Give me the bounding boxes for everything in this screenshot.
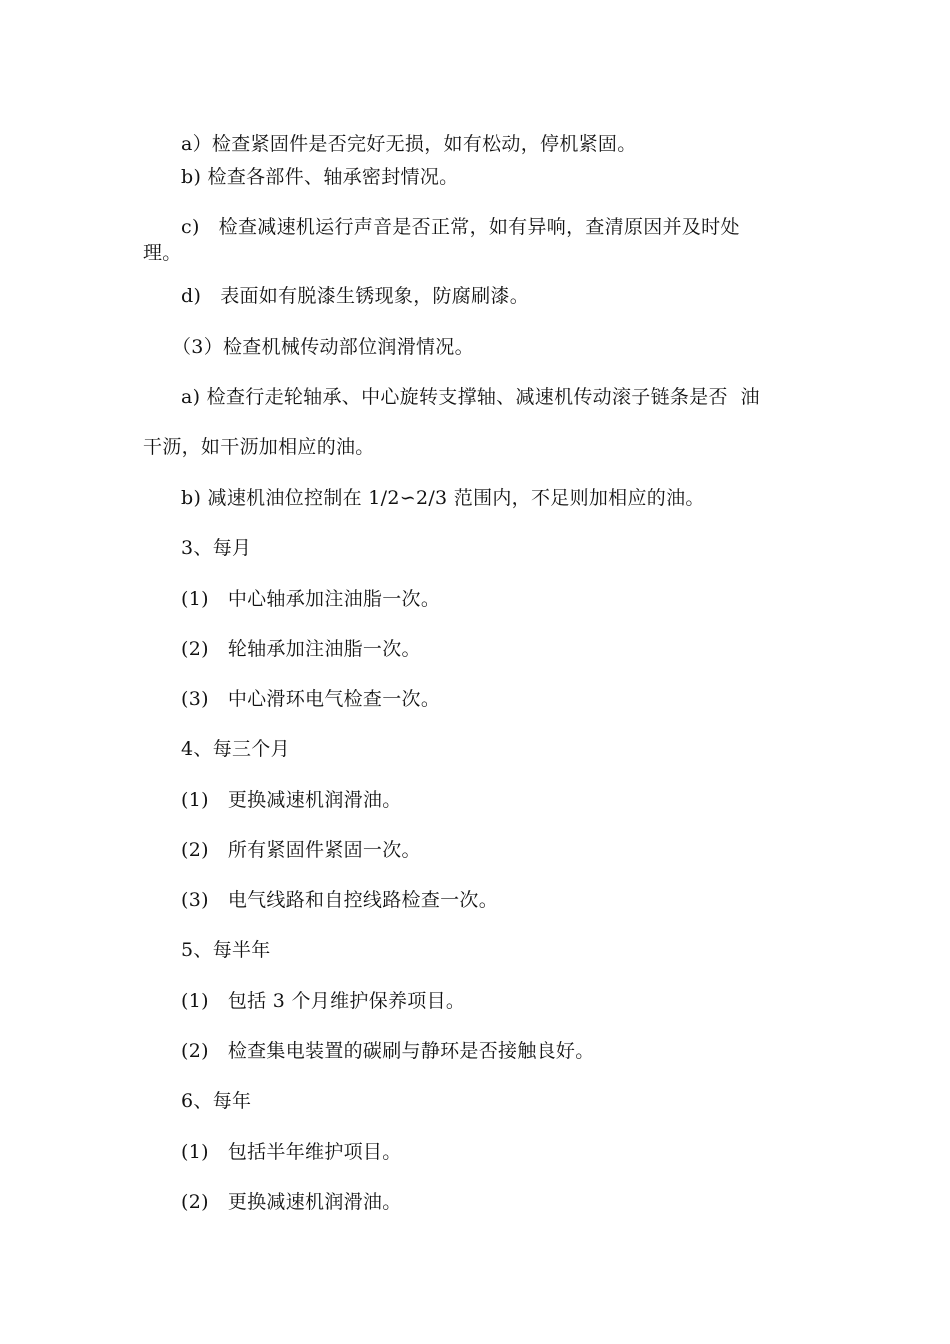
paragraph-line: （3）检查机械传动部位润滑情况。 (172, 336, 474, 358)
list-item: (2) 轮轴承加注油脂一次。 (181, 638, 421, 660)
list-item: (1) 包括 3 个月维护保养项目。 (181, 990, 466, 1012)
section-heading: 5、每半年 (181, 939, 271, 961)
section-heading: 3、每月 (181, 537, 252, 559)
paragraph-line: a) 检查行走轮轴承、中心旋转支撑轴、减速机传动滚子链条是否 油 (181, 386, 760, 408)
list-item: (3) 电气线路和自控线路检查一次。 (181, 889, 499, 911)
list-item: (1) 包括半年维护项目。 (181, 1141, 402, 1163)
list-item: (3) 中心滑环电气检查一次。 (181, 688, 441, 710)
paragraph-line: a）检查紧固件是否完好无损，如有松动，停机紧固。 (181, 133, 637, 155)
paragraph-line: d) 表面如有脱漆生锈现象，防腐刷漆。 (181, 285, 529, 307)
paragraph-line: c) 检查减速机运行声音是否正常，如有异响，查清原因并及时处 (181, 216, 740, 238)
section-heading: 4、每三个月 (181, 738, 290, 760)
paragraph-line: b) 检查各部件、轴承密封情况。 (181, 166, 459, 188)
list-item: (2) 更换减速机润滑油。 (181, 1191, 402, 1213)
paragraph-line: b) 减速机油位控制在 1/2∽2/3 范围内，不足则加相应的油。 (181, 487, 705, 509)
list-item: (1) 中心轴承加注油脂一次。 (181, 588, 441, 610)
paragraph-line: 干沥，如干沥加相应的油。 (143, 436, 375, 458)
list-item: (1) 更换减速机润滑油。 (181, 789, 402, 811)
list-item: (2) 所有紧固件紧固一次。 (181, 839, 421, 861)
section-heading: 6、每年 (181, 1090, 252, 1112)
list-item: (2) 检查集电装置的碳刷与静环是否接触良好。 (181, 1040, 595, 1062)
paragraph-line: 理。 (143, 242, 182, 264)
